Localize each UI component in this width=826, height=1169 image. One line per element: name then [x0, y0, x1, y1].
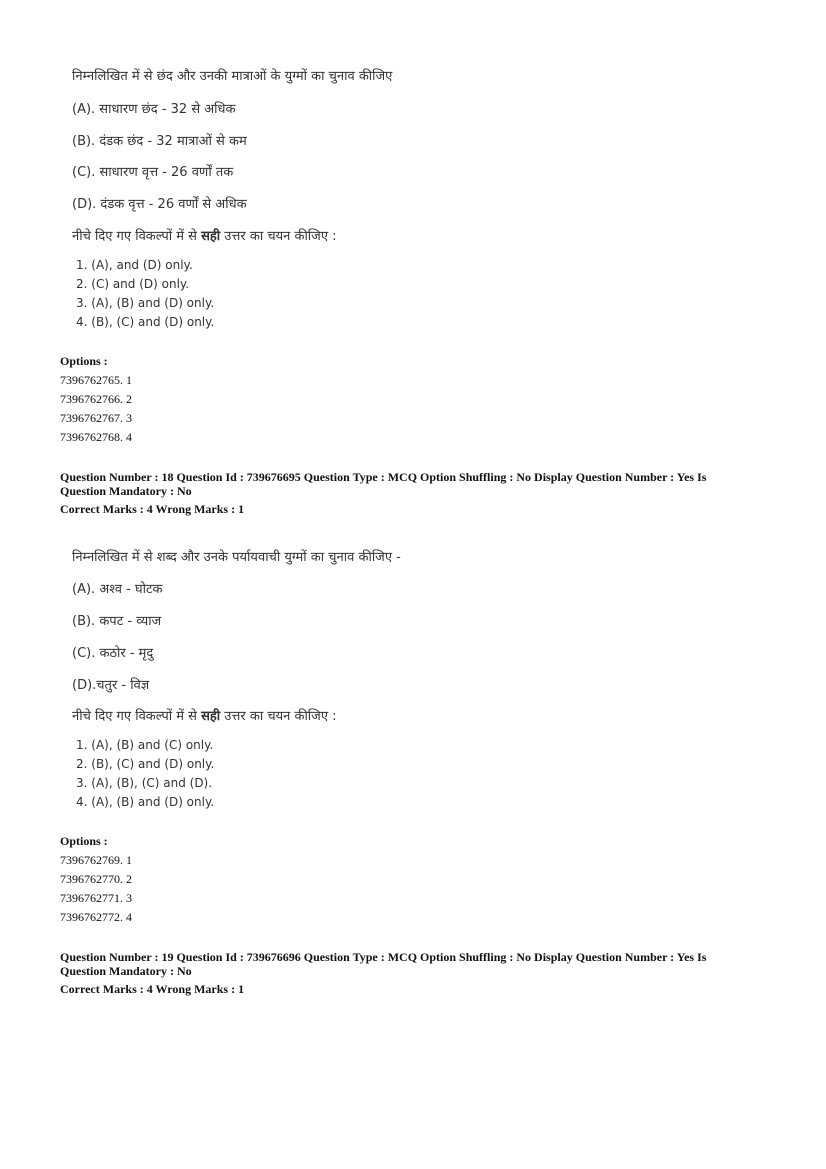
q19-metadata — [60, 950, 760, 996]
q17-option-1: 7396762765. 1 — [60, 373, 132, 387]
q17-option-3: 7396762767. 3 — [60, 411, 132, 425]
q18-metadata — [60, 470, 760, 516]
q18-instruction-bold: सही — [201, 709, 221, 724]
q18-meta-marks: Correct Marks : 4 Wrong Marks : 1 — [60, 502, 245, 516]
q19-meta-line1: Question Number : 19 Question Id : 739676696 Question Type : MCQ Option Shuffling : No Display Question Number : Yes Is — [60, 950, 707, 964]
q17-instruction-bold: सही — [201, 229, 221, 244]
q17-instruction-post: उत्तर का चयन कीजिए : — [220, 229, 337, 244]
q18-option-3: 7396762771. 3 — [60, 891, 132, 905]
q17-statement-d: (D). दंडक वृत्त - 26 वर्णों से अधिक — [72, 197, 247, 212]
q18-choice-2: 2. (B), (C) and (D) only. — [76, 757, 215, 771]
q18-instruction-post: उत्तर का चयन कीजिए : — [220, 709, 337, 724]
q18-option-1: 7396762769. 1 — [60, 853, 132, 867]
q18-instruction-pre: नीचे दिए गए विकल्पों में से — [72, 709, 202, 724]
q18-meta-line1: Question Number : 18 Question Id : 739676695 Question Type : MCQ Option Shuffling : No Display Question Number : Yes Is — [60, 470, 707, 484]
q18-choice-3: 3. (A), (B), (C) and (D). — [76, 776, 213, 790]
q17-choice-4: 4. (B), (C) and (D) only. — [76, 315, 215, 329]
q17-instruction-pre: नीचे दिए गए विकल्पों में से — [72, 229, 202, 244]
q17-option-4: 7396762768. 4 — [60, 430, 132, 444]
q17-instruction — [72, 226, 337, 244]
q17-statement-a: (A). साधारण छंद - 32 से अधिक — [72, 102, 236, 117]
q18-statement-d: (D).चतुर - विज्ञ — [72, 678, 150, 693]
q17-stem: निम्नलिखित में से छंद और उनकी मात्राओं के युग्मों का चुनाव कीजिए — [72, 69, 393, 84]
q18-choice-4: 4. (A), (B) and (D) only. — [76, 795, 215, 809]
q18-choice-1: 1. (A), (B) and (C) only. — [76, 738, 214, 752]
q19-meta-marks: Correct Marks : 4 Wrong Marks : 1 — [60, 982, 245, 996]
q17-choice-2: 2. (C) and (D) only. — [76, 277, 190, 291]
q18-option-2: 7396762770. 2 — [60, 872, 132, 886]
q17-statement-c: (C). साधारण वृत्त - 26 वर्णों तक — [72, 165, 234, 180]
q17-choice-1: 1. (A), and (D) only. — [76, 258, 193, 272]
q18-stem: निम्नलिखित में से शब्द और उनके पर्यायवाची युग्मों का चुनाव कीजिए - — [72, 550, 401, 565]
q18-options-label: Options : — [60, 834, 108, 848]
q19-meta-line2: Question Mandatory : No — [60, 964, 192, 978]
q17-statement-b: (B). दंडक छंद - 32 मात्राओं से कम — [72, 134, 247, 149]
q17-choice-3: 3. (A), (B) and (D) only. — [76, 296, 215, 310]
q17-option-2: 7396762766. 2 — [60, 392, 132, 406]
q17-options-label: Options : — [60, 354, 108, 368]
q18-statement-c: (C). कठोर - मृदु — [72, 646, 154, 661]
q18-instruction — [72, 706, 337, 724]
q18-statement-b: (B). कपट - व्याज — [72, 614, 162, 629]
q18-meta-line2: Question Mandatory : No — [60, 484, 192, 498]
q18-statement-a: (A). अश्व - घोटक — [72, 582, 163, 597]
q18-option-4: 7396762772. 4 — [60, 910, 132, 924]
